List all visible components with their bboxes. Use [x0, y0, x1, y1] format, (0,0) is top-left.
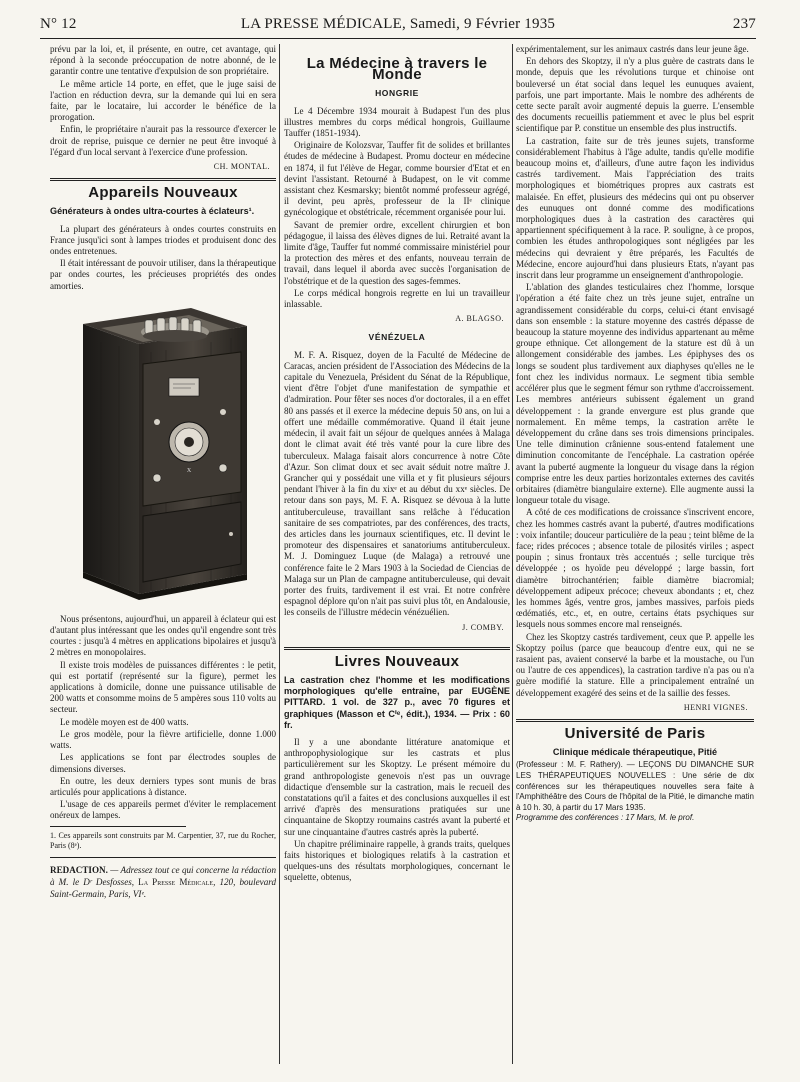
clinic-announcement: (Professeur : M. F. Rathery). — LEÇONS DU DIMANCHE SUR LES THÉRAPEUTIQUES NOUVELLES : Une série de dix conférences sur les thérapeutiques nouvelles sera faite à l'Amphithéâtre des Cours de l'hôpital de la Pitié, le dimanche matin à 10 h. 30, à partir du 17 Mars 1935. [516, 760, 754, 812]
section-title-universite: Université de Paris [564, 724, 706, 742]
section-title-medecine: La Médecine à travers le Monde [306, 55, 488, 84]
journal-title: LA PRESSE MÉDICALE, Samedi, 9 Février 1935 [240, 16, 556, 32]
signature: A. BLAGSO. [455, 314, 504, 324]
footnote: 1. Ces appareils sont construits par M. Carpentier, 37, rue du Rocher, Paris (8ᵉ). [50, 830, 276, 850]
paragraph: Chez les Skoptzy castrés tardivement, ceux que P. appelle les Skoptzy poilus (parce que beaucoup d'entre eux, qui ne se rasaient pas, avaient conservé la barbe et la moustache, ou l'un ou l'autre de ces appendices), la castration tardive n'a pas ou n'a guère modifié la stature. Elle a principalement entraîné un développement exagéré des seins et de la saillie des fesses. [516, 631, 754, 698]
redaction-journal: La Presse Médicale [138, 876, 214, 887]
paragraph: Un chapitre préliminaire rappelle, à grands traits, quelques faits historiques et biologiques relatifs à la castration et quelques-uns des résultats morphologiques, concernant le squelette, obtenus, [284, 838, 510, 883]
paragraph: Le 4 Décembre 1934 mourait à Budapest l'un des plus illustres membres du corps médical hongrois, Guillaume Tauffer (1851-1934). [284, 105, 510, 139]
paragraph: La castration, faite sur de très jeunes sujets, transforme considérablement l'habitus à l'âge adulte, tandis qu'elle modifie beaucoup moins et, d'ailleurs, d'une autre façon les individus castrés tardivement. Mais l'appréciation des traits morphologiques et biométriques propres aux castrats est malaisée. En effet, plusieurs des médecins qui ont pu observer des eunuques ont donné comme des modifications morphologiques dues à la castration des caractères qui appartiennent spécifiquement à la race. P. souligne, à ce propos, combien les études anthropologiques sont négligées par les médecins qui devraient y être préparés, les Facultés de Médecine, encore aujourd'hui dans plusieurs Etats, n'ayant pas inscrit dans leur programme un enseignement d'anthropologie. [516, 135, 754, 281]
book-reference: La castration chez l'homme et les modifications morphologiques qu'elle entraîne, par EUGÈNE PITTARD. 1 vol. de 327 p., avec 70 figures et graphiques (Masson et Cⁱᵉ, édit.), 1934. — Prix : 60 fr. [284, 674, 510, 730]
paragraph: Il était intéressant de pouvoir utiliser, dans la thérapeutique par ondes courtes, les précieuses propriétés des ondes amorties. [50, 258, 276, 291]
column-1 [50, 44, 276, 900]
paragraph: Nous présentons, aujourd'hui, un appareil à éclateur qui est d'autant plus intéressant que les ondes qu'il engendre sont très courtes : jusqu'à 4 mètres en applications bipolaires et jusqu'à 2 mètres en monopolaires. [50, 613, 276, 658]
redaction-address: , 120, boulevard Saint-Germain, Paris, VIᵉ. [50, 876, 276, 899]
page-header [40, 14, 756, 36]
section-divider [50, 857, 276, 858]
ultra-short-wave-generator-icon [71, 302, 255, 602]
paragraph: Le même article 14 porte, en effet, que le juge saisi de l'action en réduction devra, sur la demande qui lui en sera faite, par le locataire, lui accorder le bénéfice de la prorogation. [50, 78, 276, 123]
section-divider [516, 719, 754, 722]
paragraph: Les applications se font par électrodes souples de dimensions diverses. [50, 752, 276, 774]
redaction-label: REDACTION. [50, 864, 108, 875]
generator-illustration [71, 302, 255, 602]
footnote-rule [50, 826, 186, 827]
section-divider [50, 178, 276, 181]
article-lead: Générateurs à ondes ultra-courtes à éclateurs¹. [50, 206, 255, 217]
section-divider [284, 647, 510, 650]
paragraph: L'ablation des glandes testiculaires chez l'homme, lorsque l'opération a été faite chez un très jeune sujet, entraîne un agrandissement considérable du corps, celui-ci étant envisagé dans son ensemble : la stature moyenne des castrés dépasse de beaucoup la stature moyenne des individus appartenant au même groupe ethnique. Cet allongement de la stature est dû à un allongement considérable des jambes. Les épiphyses des os longs se soudent plus tardivement aux diaphyses qu'elles ne le font chez les individus normaux. Le segment tibia semble accélérer plus que le segment fémur son rythme d'accroissement. Les membres antérieurs subissent également un grand développement : la grande envergure est plus grande que normalement. En même temps, la castration arrête le développement du crâne dans ses trois dimensions principales. Une telle diminution crânienne sous-entend fatalement une diminution concomitante de l'encéphale. La castration opérée avant la puberté augmente la longueur du visage dans la région comprise entre les deux parties horizontales externes des cavités orbitaires (diamètre biangulaire externe). Elle augmente aussi la longueur totale du visage. [516, 282, 754, 506]
subsection-hongrie: HONGRIE [375, 88, 419, 99]
dial-label: X [186, 467, 192, 474]
paragraph: Il y a une abondante littérature anatomique et anthropophysiologique sur les castrats et plus particulièrement sur les Skoptzy. Le présent mémoire du grand anthropologiste genevois n'est pas un ouvrage didactique d'ensemble sur la castration, mais le recueil des constatations qu'il a faites et des conclusions auxquelles il est arrivé d'après des mensurations pratiquées sur une cinquantaine de Skoptzy roumains castrés avant la puberté et sur une cinquantaine d'autres castrés après la puberté. [284, 736, 510, 837]
paragraph: Le gros modèle, pour la fièvre artificielle, donne 1.000 watts. [50, 728, 276, 751]
paragraph: L'usage de ces appareils permet d'éviter le remplacement onéreux de lampes. [50, 799, 276, 821]
page-number: 237 [732, 16, 756, 32]
column-3 [516, 44, 754, 824]
paragraph: Savant de premier ordre, excellent chirurgien et bon pédagogue, il laissa des élèves dignes de lui. Retraité avant la limite d'âge, Tauffer fut nommé commissaire ministériel pour la protection des mères et des enfants, nouveau terrain de travail, dans lequel il aborda avec succès l'organisation de l'obstétrique et de la question des sages-femmes. [284, 219, 510, 286]
conference-program: Programme des conférences : 17 Mars, M. le prof. [516, 813, 695, 823]
paragraph: Il existe trois modèles de puissances différentes : le petit, qui est portatif (représenté sur la figure), permet les applications à domicile, donne une puissance utilisable de 200 watts et consomme moins de 5 ampères sous 110 volts au secteur. [50, 659, 276, 715]
column-divider [512, 44, 513, 1064]
paragraph: Enfin, le propriétaire n'aurait pas la ressource d'exercer le droit de reprise, puisque ce dernier ne peut être invoqué à l'égard d'un local servant à l'exercice d'une profession. [50, 124, 276, 157]
paragraph: Le corps médical hongrois regrette en lui un travailleur inlassable. [284, 287, 510, 310]
paragraph: Le modèle moyen est de 400 watts. [60, 716, 189, 727]
signature: CH. MONTAL. [213, 162, 270, 172]
paragraph: A côté de ces modifications de croissance s'inscrivent encore, chez les hommes castrés avant la puberté, d'autres modifications : voix infantile; douceur particulière de la peau ; teint blême de la face; rides précoces ; absence totale de pilosités viriles ; aspect poupin ; sinus frontaux très accentués ; selle turcique très développée ; os hyoïde peu développé ; large bassin, fort diamètre bitrochantérien; faible diamètre biacromial; développement adipeux précoce; cheveux abondants ; et, chez les hommes âgés, ventre gros, jambes massives, parfois pieds œdématiés, etc., et, en outre, certains états psychiques sur lesquels nous sommes encore mal renseignés. [516, 507, 754, 630]
paragraph: En dehors des Skoptzy, il n'y a plus guère de castrats dans le monde, depuis que les révolutions turque et chinoise ont bouleversé un état social dans lequel les eunuques avaient, parfois, une part importante. Mais le nombre des adhérents de cette secte paraît avoir augmenté depuis la guerre. L'ensemble des documents recueillis patiemment et avec le plus bel esprit scientifique par P. constitue un ensemble des plus instructifs. [516, 56, 754, 134]
clinic-title: Clinique médicale thérapeutique, Pitié [552, 747, 718, 758]
signature: HENRI VIGNES. [683, 702, 748, 712]
subsection-venezuela: VÉNÉZUELA [368, 332, 426, 343]
column-2 [284, 44, 510, 885]
paragraph: prévu par la loi, et, il présente, en outre, cet avantage, qui répond à la seconde préoccupation de notre abonné, de le garantir contre une tentative d'expulsion de son propriétaire. [50, 44, 276, 77]
paragraph: En outre, les deux derniers types sont munis de bras articulés pour applications à distance. [50, 775, 276, 797]
redaction-notice [50, 864, 276, 900]
issue-number: N° 12 [40, 16, 77, 32]
header-rule [40, 38, 756, 39]
signature: J. COMBY. [462, 622, 504, 632]
section-title-livres: Livres Nouveaux [334, 652, 460, 670]
column-divider [279, 44, 280, 1064]
redaction-text: — Adressez tout ce qui concerne la rédaction à M. le Dʳ Desfosses, [50, 864, 276, 887]
section-title-appareils: Appareils Nouveaux [88, 184, 238, 202]
paragraph: Originaire de Kolozsvar, Tauffer fit de solides et brillantes études de médecine à Budapest. Promu docteur en médecine en 1874, il fut l'élève de Hegar, comme boursier d'Etat et en devint l'assistant. Retourné à Budapest, on le vit comme assistant chez Kesmarsky; bientôt nommé professeur agrégé, il devint, peu après, professeur de la IIᵉ clinique gynécologique et obstétricale, récemment organisée pour lui. [284, 140, 510, 218]
paragraph: M. F. A. Risquez, doyen de la Faculté de Médecine de Caracas, ancien président de l'Association des Médecins de la capitale du Venezuela, Président du Sénat de la République, vient d'être l'objet d'une manifestation de sympathie et d'admiration. Pour fêter ses noces d'or doctorales, il a en effet 80 ans passés et il exerce la médecine depuis 50 ans, on lui a offert une médaille commémorative. Quand il était jeune médecin, il avait fait un séjour de quelques années à Malaga dont le climat avait été très vanté pour la cure libre des tuberculeux. Malaga faisait alors concurrence à notre Côte d'Azur. Son climat doux et sec avait séduit notre maître J. Grancher qui y possédait une villa et y fit plusieurs séjours pendant l'hiver à la fin du xixᵉ et au début du xxᵉ siècles. De retour dans son pays, M. F. A. Risquez se dévoua à la lutte antituberculeuse, travaillant sans relâche à l'éducation sanitaire de ses compatriotes, par des conférences, des tracts, des articles dans les journaux scientifiques, etc. Il devint le promoteur des dispensaires et sanatoriums antituberculeux. M. J. Dominguez Luque (de Malaga) a retrouvé une conférence faite le 2 Mars 1903 à la Sociedad de Ciencias de Malaga sur un Plan de campagne antituberculeuse, qui devait porter des fruits, tardivement il est vrai. Et notre confrère espagnol déplore qu'on n'ait pas suivi plus tôt, en Andalousie, les conseils de l'illustre médecin vénézuélien. [284, 349, 510, 618]
paragraph: expérimentalement, sur les animaux castrés dans leur jeune âge. [516, 44, 749, 54]
paragraph: La plupart des générateurs à ondes courtes construits en France jusqu'ici sont à lampes triodes et produisent donc des ondes entretenues. [50, 223, 276, 257]
intro-article [50, 44, 276, 172]
